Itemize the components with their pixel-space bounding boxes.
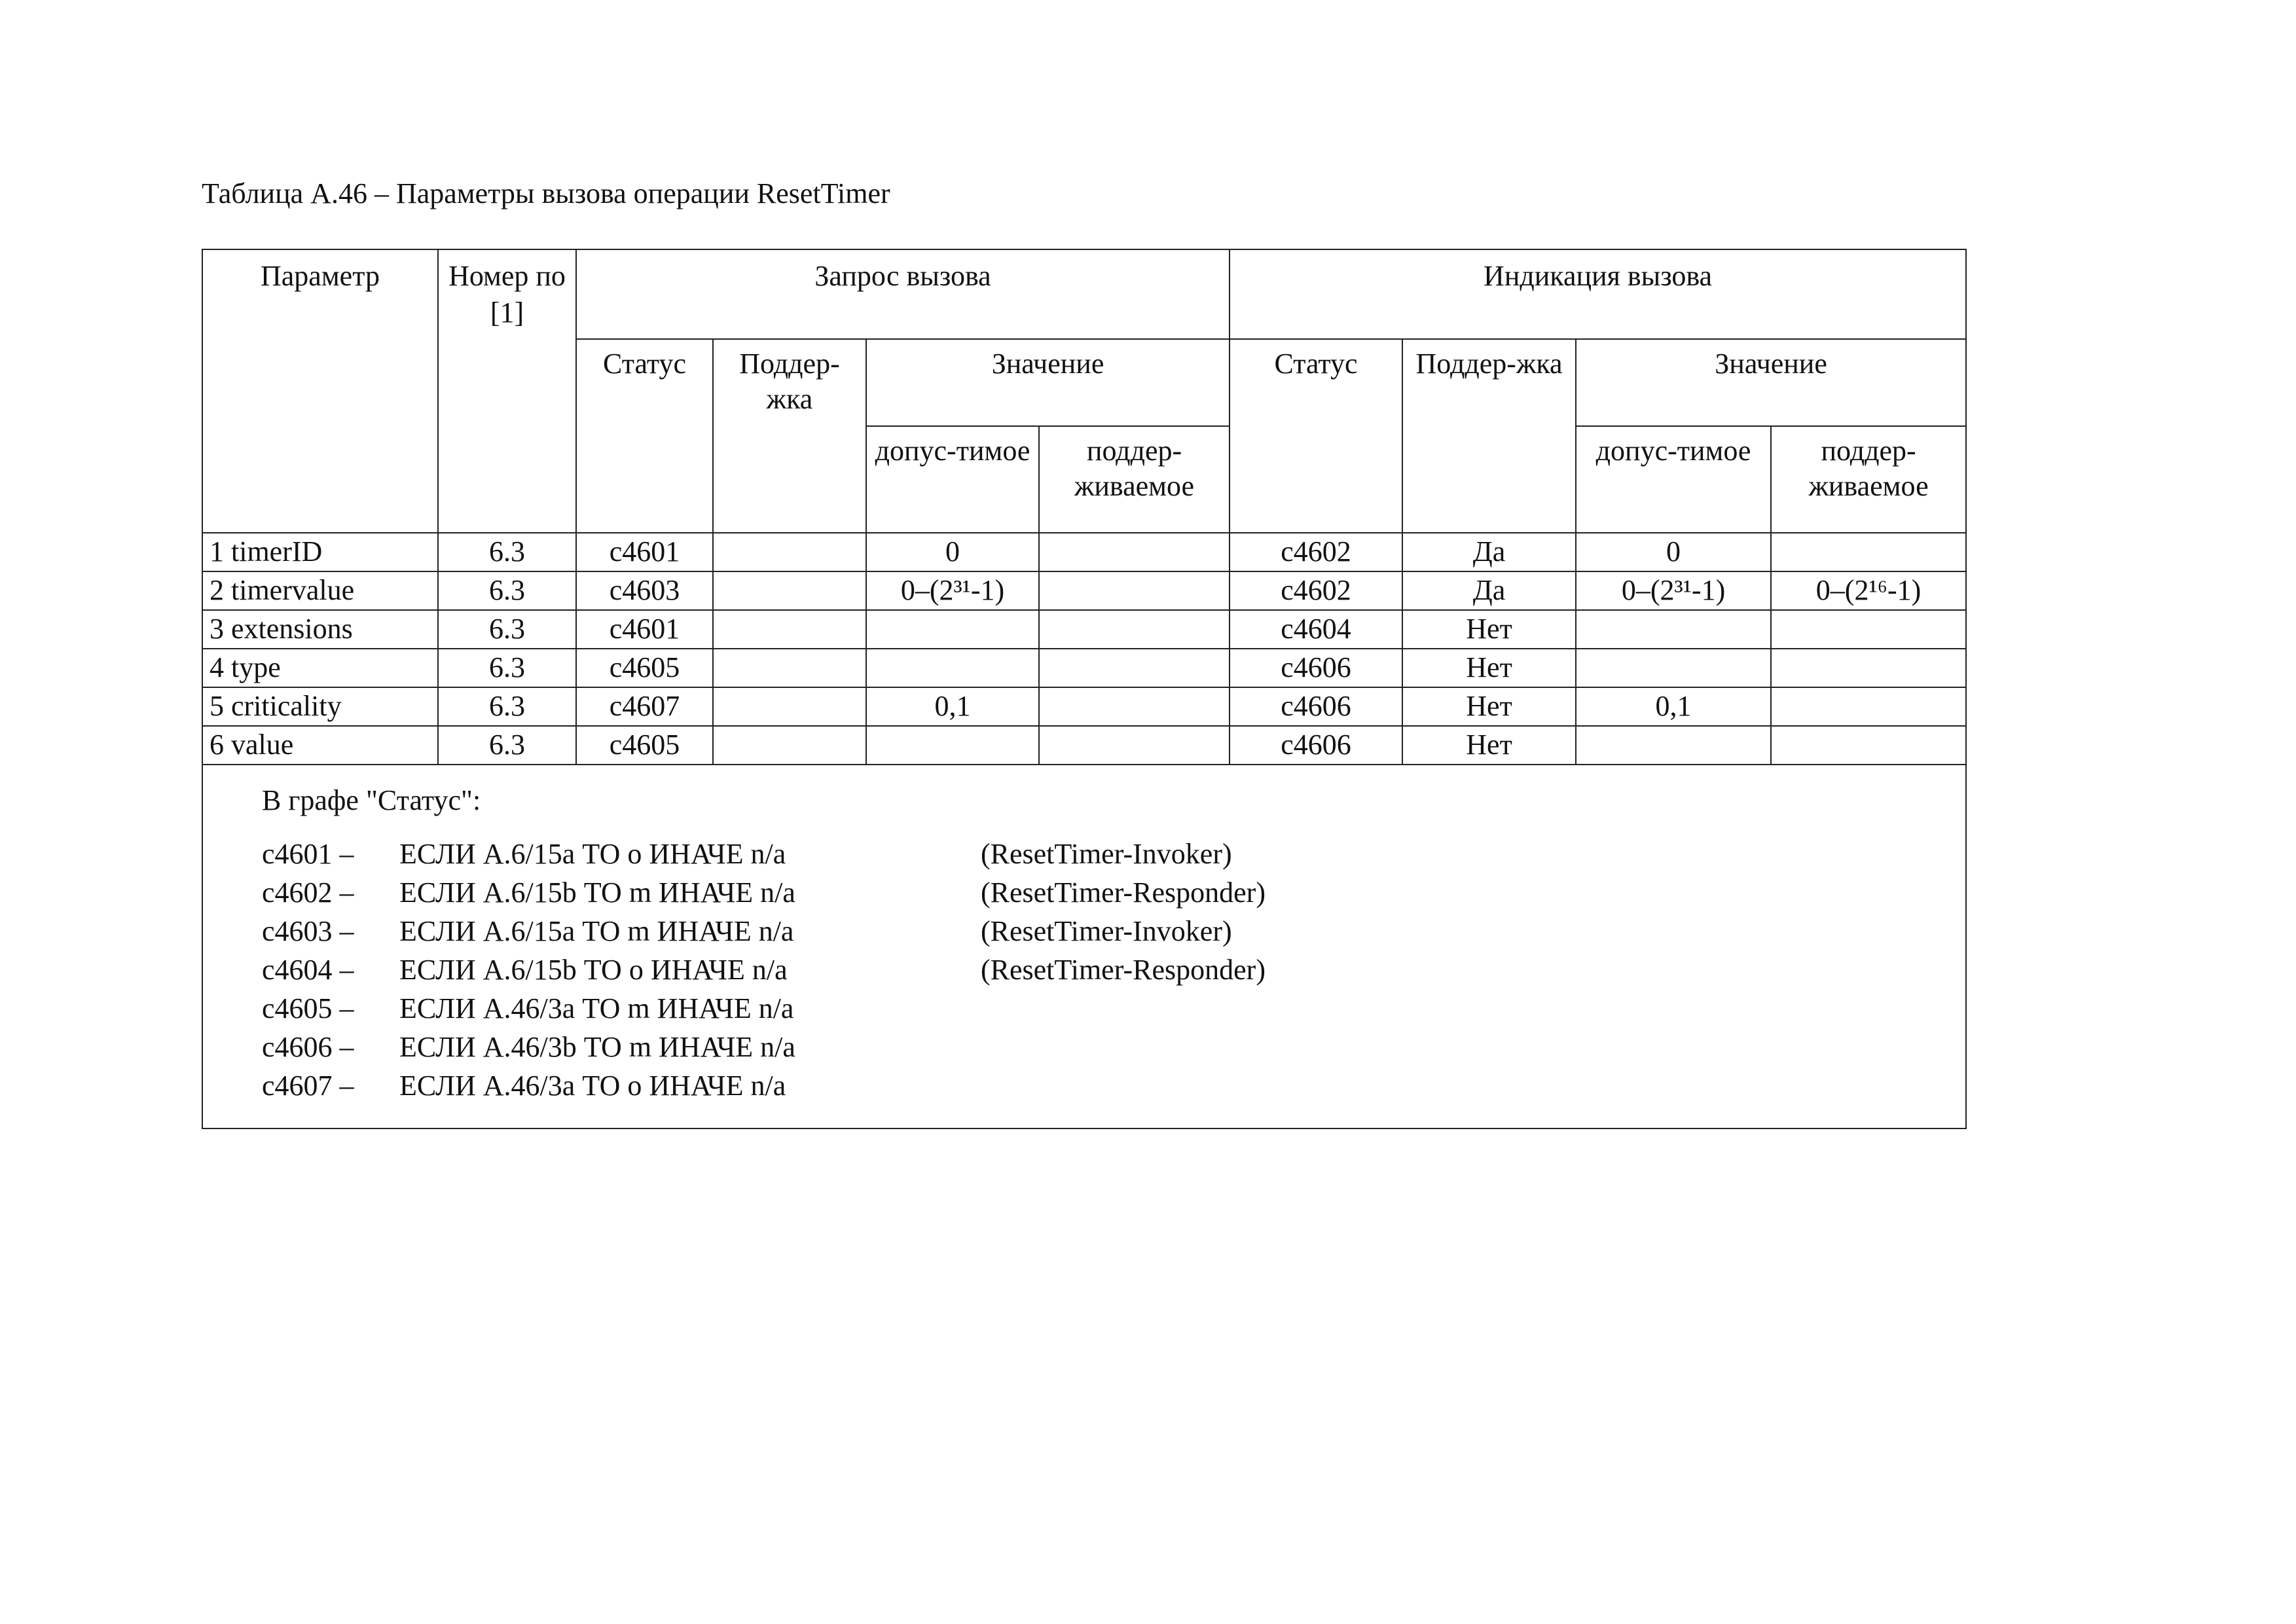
cell-req-supported [1039,649,1230,687]
cell-ind-status: с4606 [1230,649,1402,687]
note-role: (ResetTimer-Invoker) [981,838,1232,870]
cell-parameter: 3 extensions [202,610,438,649]
cell-req-support [713,687,866,726]
cell-req-status: с4601 [576,610,713,649]
cell-ind-allowed: 0–(2³¹-1) [1576,571,1771,610]
header-req-supported: поддер-живаемое [1039,426,1230,533]
header-ind-value: Значение [1576,339,1966,426]
cell-req-allowed: 0,1 [866,687,1039,726]
note-item [262,873,1965,912]
header-ind-allowed: допус-тимое [1576,426,1771,533]
note-condition: ЕСЛИ А.6/15b ТО m ИНАЧЕ n/a [399,876,795,909]
header-request: Запрос вызова [576,249,1230,339]
cell-number: 6.3 [438,571,576,610]
cell-ind-supported [1771,649,1966,687]
cell-number: 6.3 [438,533,576,571]
cell-number: 6.3 [438,649,576,687]
cell-req-allowed [866,649,1039,687]
cell-ind-supported [1771,687,1966,726]
table-row [202,687,1966,726]
note-code: с4607 – [262,1070,354,1102]
note-condition: ЕСЛИ А.46/3a ТО о ИНАЧЕ n/a [399,1070,786,1102]
cell-req-support [713,610,866,649]
cell-ind-supported [1771,726,1966,765]
cell-req-allowed: 0 [866,533,1039,571]
note-role: (ResetTimer-Responder) [981,954,1266,986]
cell-ind-support: Нет [1402,649,1576,687]
header-req-allowed: допус-тимое [866,426,1039,533]
cell-ind-support: Нет [1402,687,1576,726]
cell-ind-supported [1771,610,1966,649]
cell-req-status: с4603 [576,571,713,610]
note-role: (ResetTimer-Responder) [981,876,1266,909]
note-condition: ЕСЛИ А.6/15a ТО m ИНАЧЕ n/a [399,915,794,947]
cell-parameter: 4 type [202,649,438,687]
cell-req-supported [1039,687,1230,726]
header-number: Номер по [1] [438,249,576,533]
cell-parameter: 2 timervalue [202,571,438,610]
note-code: с4603 – [262,915,354,947]
cell-number: 6.3 [438,687,576,726]
cell-ind-allowed [1576,649,1771,687]
cell-req-status: с4605 [576,649,713,687]
note-role: (ResetTimer-Invoker) [981,915,1232,947]
cell-req-allowed: 0–(2³¹-1) [866,571,1039,610]
cell-req-allowed [866,726,1039,765]
cell-ind-supported: 0–(2¹⁶-1) [1771,571,1966,610]
header-req-status: Статус [576,339,713,533]
cell-req-supported [1039,610,1230,649]
cell-parameter: 1 timerID [202,533,438,571]
note-code: с4602 – [262,876,354,909]
header-row-1 [202,249,1966,339]
table-row [202,649,1966,687]
table-row [202,571,1966,610]
cell-req-supported [1039,726,1230,765]
cell-req-status: с4607 [576,687,713,726]
table-row [202,726,1966,765]
note-condition: ЕСЛИ А.6/15b ТО о ИНАЧЕ n/a [399,954,788,986]
header-ind-status: Статус [1230,339,1402,533]
cell-ind-allowed [1576,610,1771,649]
note-item [262,989,1965,1028]
note-code: с4606 – [262,1031,354,1063]
cell-ind-support: Нет [1402,726,1576,765]
cell-req-status: с4605 [576,726,713,765]
note-code: с4605 – [262,992,354,1024]
note-item [262,950,1965,989]
cell-parameter: 6 value [202,726,438,765]
cell-ind-status: с4602 [1230,571,1402,610]
note-code: с4604 – [262,954,354,986]
cell-req-support [713,649,866,687]
cell-number: 6.3 [438,726,576,765]
cell-req-allowed [866,610,1039,649]
header-ind-support: Поддер-жка [1402,339,1576,533]
header-indication: Индикация вызова [1230,249,1966,339]
cell-parameter: 5 criticality [202,687,438,726]
cell-req-support [713,533,866,571]
notes-row [202,765,1966,1128]
cell-ind-support: Нет [1402,610,1576,649]
note-item [262,835,1965,873]
status-notes [202,765,1966,1128]
note-condition: ЕСЛИ А.46/3a ТО m ИНАЧЕ n/a [399,992,794,1024]
table-row [202,533,1966,571]
notes-title: В графе "Статус": [262,784,481,816]
cell-ind-supported [1771,533,1966,571]
note-condition: ЕСЛИ А.46/3b ТО m ИНАЧЕ n/a [399,1031,795,1063]
cell-req-supported [1039,533,1230,571]
cell-ind-support: Да [1402,533,1576,571]
cell-ind-allowed [1576,726,1771,765]
note-item [262,1028,1965,1066]
note-item [262,912,1965,950]
cell-ind-status: с4604 [1230,610,1402,649]
note-item [262,1066,1965,1105]
table-row [202,610,1966,649]
header-parameter: Параметр [202,249,438,533]
table-caption: Таблица А.46 – Параметры вызова операции ResetTimer [202,177,890,209]
cell-ind-allowed: 0 [1576,533,1771,571]
header-ind-supported: поддер-живаемое [1771,426,1966,533]
note-code: с4601 – [262,838,354,870]
cell-req-support [713,571,866,610]
cell-ind-status: с4602 [1230,533,1402,571]
cell-ind-support: Да [1402,571,1576,610]
cell-req-status: с4601 [576,533,713,571]
parameters-table [202,249,1967,1129]
header-req-support: Поддер-жка [713,339,866,533]
note-condition: ЕСЛИ А.6/15a ТО о ИНАЧЕ n/a [399,838,786,870]
cell-ind-status: с4606 [1230,726,1402,765]
cell-req-supported [1039,571,1230,610]
cell-req-support [713,726,866,765]
header-req-value: Значение [866,339,1230,426]
cell-number: 6.3 [438,610,576,649]
cell-ind-status: с4606 [1230,687,1402,726]
cell-ind-allowed: 0,1 [1576,687,1771,726]
